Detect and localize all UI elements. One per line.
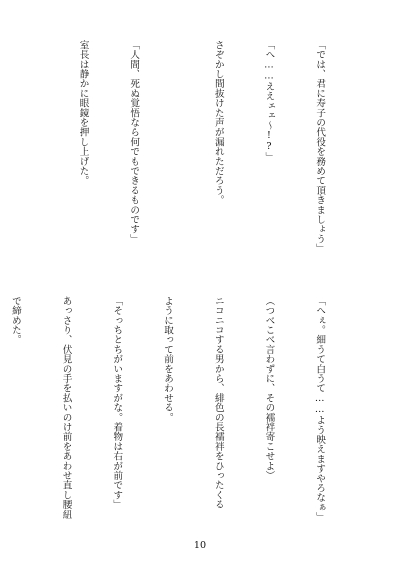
text-line: ニコニコする男から、緋色の長襦袢をひったくる [212, 296, 224, 510]
text-line: 「へぇ。細うて白うて……よう映えますやろなぁ」 [314, 296, 326, 522]
text-line: （つべこべ言わずに、その襦袢寄こせよ） [263, 296, 275, 481]
text-line: 「では、君に寿子の代役を務めて頂きましょう」 [314, 40, 326, 254]
upper-text-block [51, 40, 361, 252]
text-line: ように取って前をあわせる。 [162, 296, 174, 423]
text-line: 「人間、死ぬ覚悟なら何でもできるものです」 [128, 40, 140, 244]
text-line: あっさり、伏見の手を払いのけ前をあわせ直し腰紐 [60, 296, 72, 520]
text-line: 室長は静かに眼鏡を押し上げた。 [77, 40, 89, 186]
lower-text-block [9, 296, 361, 528]
text-line: で締めた。 [9, 296, 21, 345]
page-number: 10 [193, 540, 207, 551]
text-line: 「へ……ええェェ～!?」 [263, 40, 275, 162]
text-line: 「そっちとちがいますがな。着物は右が前です」 [111, 296, 123, 510]
text-line: さぞかし間抜けた声が漏れただろう。 [212, 40, 224, 205]
